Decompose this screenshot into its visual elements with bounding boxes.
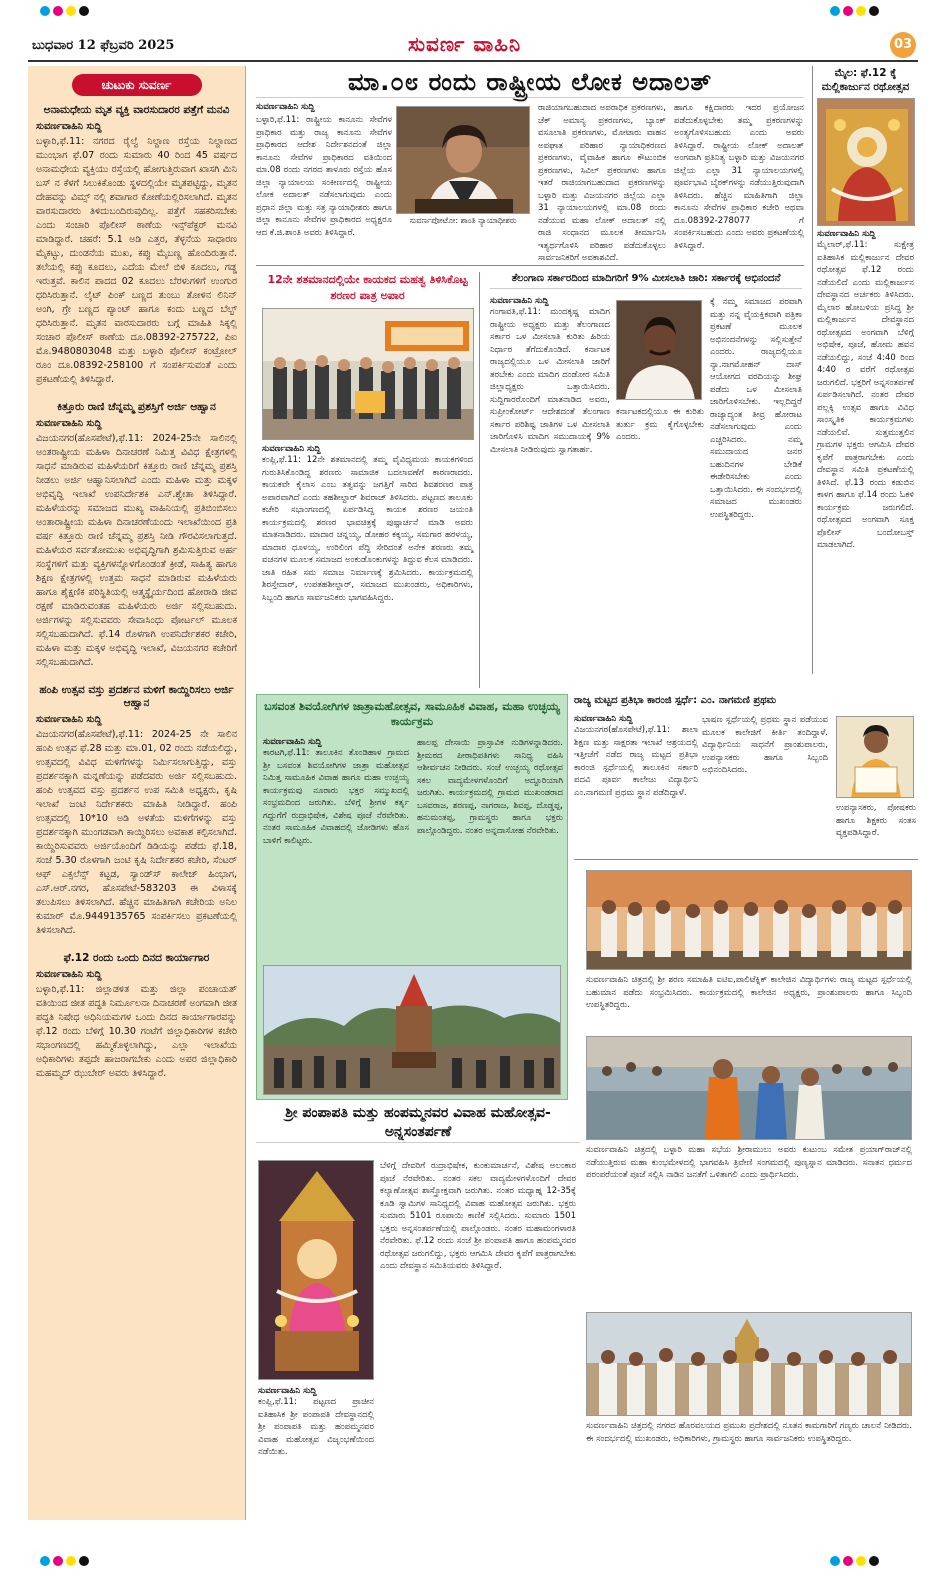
photo-story-awards [586,870,912,1012]
lead-body-3: ಹಾಗೂ ಕಕ್ಷಿದಾರರು ಇದರ ಪ್ರಯೋಜನ ಪಡೆದುಕೊಳ್ಳಬೇಕು ತಮ್ಮ ಪ್ರಕರಣಗಳನ್ನು ಅಂತ್ಯಗೊಳಿಸಬಹುದು ಎಂದು ಅವರು ತಿಳಿಸಿದ್ದಾರೆ. ರಾಷ್ಟ್ರೀಯ ಲೋಕ್ ಅದಾಲತ್ ಅಂಗವಾಗಿ ಪ್ರತಿನಿತ್ಯ ಬಳ್ಳಾರಿ ಮತ್ತು ವಿಜಯನಗರ ಜಿಲ್ಲೆಯ ಎಲ್ಲಾ 31 ನ್ಯಾಯಾಲಯಗಳಲ್ಲಿ ಪೂರ್ವಭಾವಿ ಬೈಠಕ್‌ಗಳನ್ನು ನಡೆಯುತ್ತಿರುವುದಾಗಿ ತಿಳಿಸಿದರು. ಹೆಚ್ಚಿನ ಮಾಹಿತಿಗಾಗಿ ಜಿಲ್ಲಾ ಕಾನೂನು ಸೇವೆಗಳ ಪ್ರಾಧಿಕಾರ ಕಚೇರಿ ಅಥವಾ ದೂ.08392-278077 ಗೆ ಸಂಪರ್ಕಿಸಬಹುದು ಎಂದು ಅವರು ಪ್ರಕಟಣೆಯಲ್ಲಿ ತಿಳಿಸಿದ್ದಾರೆ. [674,103,804,251]
jatra-body-1: ಕಾರಟಗಿ,ಫೆ.11: ತಾಲೂಕಿನ ತೊಂಡಿಹಾಳ ಗ್ರಾಮದ ಶ್ರೀ ಬಸವಂತ ಶಿವಯೋಗಿಗಳ ಜಾತ್ರಾ ಮಹೋತ್ಸವ ನಿಮಿತ್ತ ಸಾಮೂಹಿಕ ವಿವಾಹ ಹಾಗೂ ಮಹಾ ಉಚ್ಛಯ್ಯ ಕಾರ್ಯಕ್ರಮವು ನೂರಾರು ಭಕ್ತರ ಸಮ್ಮುಖದಲ್ಲಿ ಸಂಭ್ರಮದಿಂದ ಜರುಗಿತು. ಬೆಳಿಗ್ಗೆ ಶ್ರೀಗಳ ಕರ್ತೃ ಗದ್ದುಗೆಗೆ ರುದ್ರಾಭಿಷೇಕ, ವಿಶೇಷ ಪೂಜೆ ನೆರವೇರಿತು. ನಂತರ ಸಾಮೂಹಿಕ ವಿವಾಹದಲ್ಲಿ ಜೋಡಿಗಳು ಹೊಸ ಬಾಳಿಗೆ ಕಾಲಿಟ್ಟರು. [263,748,409,846]
kumbh-photo-caption: ಸುವರ್ಣವಾಹಿನಿ ಚಿತ್ರದಲ್ಲಿ ಬಳ್ಳಾರಿ ಮಹಾ ಸಭೆಯ ಶ್ರೀರಾಮುಲು ಅವರು ಕುಟುಂಬ ಸಮೇತ ಪ್ರಯಾಗ್‌ರಾಜ್‌ನಲ್ಲಿ ನಡೆಯುತ್ತಿರುವ ಮಹಾ ಕುಂಭಮೇಳದಲ್ಲಿ ಭಾಗವಹಿಸಿ ತ್ರಿವೇಣಿ ಸಂಗಮದಲ್ಲಿ ಪುಣ್ಯಸ್ನಾನ ಮಾಡಿದರು. ಸನಾತನ ಧರ್ಮದ ಪರಂಪರೆಯಂತೆ ಪೂಜೆ ಸಲ್ಲಿಸಿ ನಾಡಿನ ಜನತೆಗೆ ಒಳಿತಾಗಲಿ ಎಂದು ಪ್ರಾರ್ಥಿಸಿದರು. [586,1145,912,1180]
leader-portrait-photo [616,300,702,400]
reservation-body-2: ಕರ್ನಾಟಕದಲ್ಲಿಯೂ ಈ ಕುರಿತು ತುರ್ತು ಕ್ರಮ ಕೈಗೊಳ್ಳಬೇಕು ಎಂದರು. [616,407,704,442]
chariot-procession-photo [263,965,561,1095]
reservation-body-3: ಕ್ಕೆ ನಮ್ಮ ಸಮಾಜದ ಪರವಾಗಿ ಮತ್ತು ನನ್ನ ವೈಯಕ್ತಿಕವಾಗಿ ಪತ್ರಿಕಾ ಪ್ರಕಟಣೆ ಮೂಲಕ ಅಭಿನಂದನೆಗಳನ್ನು ಸಲ್ಲಿಸುತ್ತೇನೆ ಎಂದರು. ರಾಜ್ಯದಲ್ಲಿಯೂ ನ್ಯಾ.ನಾಗಮೋಹನ್ ದಾಸ್ ಆಯೋಗದ ವರದಿಯನ್ನು ಶೀಘ್ರ ಪಡೆದು ಒಳ ಮೀಸಲಾತಿ ಜಾರಿಗೊಳಿಸಬೇಕು. ಇಲ್ಲದಿದ್ದರೆ ರಾಜ್ಯಾದ್ಯಂತ ತೀವ್ರ ಹೋರಾಟ ನಡೆಸಲಾಗುವುದು ಎಂದು ಎಚ್ಚರಿಸಿದರು. ನಮ್ಮ ಸಮುದಾಯದ ಜನರ ಬಹುದಿನಗಳ ಬೇಡಿಕೆ ಈಡೇರಿಸಬೇಕು ಎಂದು ಒತ್ತಾಯಿಸಿದರು. ಈ ಸಂದರ್ಭದಲ್ಲಿ ಸಮಾಜದ ಮುಖಂಡರು ಉಪಸ್ಥಿತರಿದ್ದರು. [710,297,802,520]
brief-title: ಕಿತ್ತೂರು ರಾಣಿ ಚೆನ್ನಮ್ಮ ಪ್ರಶಸ್ತಿಗೆ ಅರ್ಜಿ ಆಹ್ವಾನ [57,401,216,413]
brief-body: ವಿಜಯನಗರ(ಹೊಸಪೇಟೆ),ಫೆ.11: 2024-25ನೇ ಸಾಲಿನಲ್ಲಿ ಅಂತರಾಷ್ಟ್ರೀಯ ಮಹಿಳಾ ದಿನಾಚರಣೆ ನಿಮಿತ್ತ ವಿವಿಧ ಕ್ಷೇತ್ರಗಳಲ್ಲಿ ಸಾಧನೆ ಮಾಡಿರುವ ಮಹಿಳೆಯರಿಗೆ ಕಿತ್ತೂರು ರಾಣಿ ಚೆನ್ನಮ್ಮ ಪ್ರಶಸ್ತಿ ನೀಡಲು ಅರ್ಜಿ ಆಹ್ವಾನಿಸಲಾಗಿದೆ ಎಂದು ಮಹಿಳಾ ಮತ್ತು ಮಕ್ಕಳ ಅಭಿವೃದ್ಧಿ ಇಲಾಖೆ ಉಪನಿರ್ದೇಶಕಿ ಎನ್.ಶ್ವೇತಾ ತಿಳಿಸಿದ್ದಾರೆ. ಮಹಿಳೆಯರನ್ನು ಸಮಾಜದ ಮುಖ್ಯ ವಾಹಿನಿಯಲ್ಲಿ ಪ್ರತಿಬಿಂಬಿಸಲು ಅಂತಾರಾಷ್ಟ್ರೀಯ ಮಹಿಳಾ ದಿನಾಚರಣೆಯಂದು ಇಲಾಖೆಯಿಂದ ಪ್ರತಿ ವರ್ಷ ಕಿತ್ತೂರು ರಾಣಿ ಚೆನ್ನಮ್ಮ ಪ್ರಶಸ್ತಿ ನೀಡಿ ಗೌರವಿಸಲಾಗುತ್ತದೆ. ಮಹಿಳೆಯರ ಸರ್ವತೋಮುಖ ಅಭಿವೃದ್ಧಿಗಾಗಿ ಶ್ರಮಿಸುತ್ತಿರುವ ಅರ್ಹ ಸಂಸ್ಥೆಗಳಿಗೆ ಮತ್ತು ವ್ಯಕ್ತಿಗಳನ್ನೊಳಗೊಂಡಂತೆ ಕ್ರೀಡೆ, ಸಾಹಿತ್ಯ ಹಾಗೂ ಶಿಕ್ಷಣ ಕ್ಷೇತ್ರಗಳಲ್ಲಿ ಉತ್ತಮ ಸಾಧನೆ ಮಾಡಿರುವ ಮಹಿಳೆಯರು ಹಾಗೂ ಶೈಕ್ಷಣಿಕ ಪರಿಸ್ಥಿತಿಯಲ್ಲಿ ಆತ್ಮಸ್ಥೈರ್ಯದಿಂದ ಹೋರಾಡಿ ಜೀವ ರಕ್ಷಣೆ ಮಾಡಿರುವಂತಹ ಮಹಿಳೆಯರು ಅರ್ಜಿ ಸಲ್ಲಿಸಬಹುದು. ಅರ್ಜಿಗಳನ್ನು ಸಲ್ಲಿಸುವವರು ಸೇವಾಸಿಂಧು ಪೋರ್ಟಲ್ ಮೂಲಕ ಸಲ್ಲಿಸಬಹುದಾಗಿದೆ. ಫೆ.14 ರೊಳಗಾಗಿ ಉಪನಿರ್ದೇಶಕರ ಕಚೇರಿ, ಮಹಿಳಾ ಮತ್ತು ಮಕ್ಕಳ ಅಭಿವೃದ್ಧಿ ಇಲಾಖೆ, ವಿಜಯನಗರ ಕಚೇರಿಗೆ ಸಲ್ಲಿಸಬಹುದಾಗಿದೆ. [36,433,237,668]
brief-dateline: ಸುವರ್ಣವಾಹಿನಿ ಸುದ್ದಿ [36,714,102,725]
inauguration-photo [586,1312,912,1416]
sharana-story [256,272,480,688]
brief-title: ಫೆ.12 ರಂದು ಒಂದು ದಿನದ ಕಾರ್ಯಾಗಾರ [63,952,210,964]
lead-body-2: ರಾಜಿಯಾಗಬಹುದಾದ ಅಪರಾಧಿಕ ಪ್ರಕರಣಗಳು, ಚೆಕ್ ಅಮಾನ್ಯ ಪ್ರಕರಣಗಳು, ಬ್ಯಾಂಕ್ ವಸೂಲಾತಿ ಪ್ರಕರಣಗಳು, ಮೋಟಾರು ವಾಹನ ಅಪಘಾತ ಪರಿಹಾರ ನ್ಯಾಯಾಧಿಕರಣದ ಪ್ರಕರಣಗಳು, ವೈವಾಹಿಕ ಹಾಗೂ ಕೌಟುಂಬಿಕ ಪ್ರಕರಣಗಳು, ಸಿವಿಲ್ ಪ್ರಕರಣಗಳು ಹಾಗೂ ಇತರೆ ರಾಜಿಯಾಗಬಹುದಾದ ಪ್ರಕರಣಗಳನ್ನು ಬಳ್ಳಾರಿ ಮತ್ತು ವಿಜಯನಗರ ಜಿಲ್ಲೆಯ ಎಲ್ಲಾ 31 ನ್ಯಾಯಾಲಯಗಳಲ್ಲಿ ಮಾ.08 ರಂದು ನಡೆಯುವ ಮಹಾ ಲೋಕ್ ಅದಾಲತ್ ನಲ್ಲಿ ರಾಜಿ ಸಂಧಾನದ ಮೂಲಕ ತೀರ್ಮಾನಿಸಿ ಇತ್ಯರ್ಥಗೊಳಿಸಿ ಪರಿಹಾರ ಪಡೆದುಕೊಳ್ಳಲು ಸಾರ್ವಜನಿಕರಿಗೆ ಅವಕಾಶವಿದೆ. [538,103,666,263]
newspaper-brand: ಸುವರ್ಣ ವಾಹಿನಿ [408,32,522,56]
registration-marks-bottom-right [830,1556,910,1566]
page-number-badge: 03 [890,32,916,58]
brief-dateline: ಸುವರ್ಣವಾಹಿನಿ ಸುದ್ದಿ [36,418,102,429]
jatra-column-2 [417,737,563,837]
pampapati-dateline: ಸುವರ್ಣವಾಹಿನಿ ಸುದ್ದಿ [258,1386,317,1396]
pampapati-headline: ಶ್ರೀ ಪಂಪಾಪತಿ ಮತ್ತು ಹಂಪಮ್ಮನವರ ವಿವಾಹ ಮಹೋತ್ಸವ- ಅನ್ನಸಂತರ್ಪಣೆ [256,1104,580,1143]
jatra-body-2: ಹಾಲಪ್ಪ ದೇಸಾಯಿ ಪ್ರಾಸ್ತಾವಿಕ ನುಡಿಗಳನ್ನಾಡಿದರು. ಶ್ರೀಮಠದ ಪೀಠಾಧಿಪತಿಗಳು ಸಾನಿಧ್ಯ ವಹಿಸಿ ಆಶೀರ್ವಚನ ನೀಡಿದರು. ಸಂಜೆ ಉಚ್ಛಯ್ಯ ರಥೋತ್ಸವ ಸಕಲ ವಾದ್ಯಮೇಳಗಳೊಂದಿಗೆ ಅದ್ದೂರಿಯಾಗಿ ಜರುಗಿತು. ಕಾರ್ಯಕ್ರಮದಲ್ಲಿ ಗ್ರಾಮದ ಮುಖಂಡರಾದ ಬಸವರಾಜ, ಶರಣಪ್ಪ, ನಾಗರಾಜ, ಶಿವಪ್ಪ, ದೊಡ್ಡಪ್ಪ, ಹನುಮಂತಪ್ಪ, ಗ್ರಾಮಸ್ಥರು ಹಾಗೂ ಭಕ್ತರು ಪಾಲ್ಗೊಂಡಿದ್ದರು. ನಂತರ ಅನ್ನದಾಸೋಹ ನೆರವೇರಿತು. [417,738,563,836]
lead-dateline: ಸುವರ್ಣವಾಹಿನಿ ಸುದ್ದಿ [256,102,315,112]
pratibha-column-3 [836,802,916,840]
brief-body: ಬಳ್ಳಾರಿ,ಫೆ.11: ಜಿಲ್ಲಾಡಳಿತ ಮತ್ತು ಜಿಲ್ಲಾ ಪಂಚಾಯತ್ ವತಿಯಿಂದ ಜೀತ ಪದ್ಧತಿ ನಿರ್ಮೂಲನಾ ದಿನಾಚರಣೆ ಅಂಗವಾಗಿ ಜೀತ ಪದ್ಧತಿ ನಿಷೇಧ ಅಧಿನಿಯಮಗಳ ಒಂದು ದಿನದ ಕಾರ್ಯಾಗಾರವನ್ನು ಫೆ.12 ರಂದು ಬೆಳಿಗ್ಗೆ 10.30 ಗಂಟೆಗೆ ಜಿಲ್ಲಾಧಿಕಾರಿಗಳ ಕಚೇರಿ ಸಭಾಂಗಣದಲ್ಲಿ ಹಮ್ಮಿಕೊಳ್ಳಲಾಗಿದ್ದು, ಎಲ್ಲಾ ಇಲಾಖೆಯ ಅಧಿಕಾರಿಗಳು ತಪ್ಪದೇ ಹಾಜರಾಗಬೇಕು ಎಂದು ಅಪರ ಜಿಲ್ಲಾಧಿಕಾರಿ ಮಹಮ್ಮದ್ ಝುಬೇರ್ ಅವರು ತಿಳಿಸಿದ್ದಾರೆ. [36,984,237,1079]
pratibha-column-1 [574,714,698,799]
lead-body-1: ಬಳ್ಳಾರಿ,ಫೆ.11: ರಾಷ್ಟ್ರೀಯ ಕಾನೂನು ಸೇವೆಗಳ ಪ್ರಾಧಿಕಾರ ಮತ್ತು ರಾಜ್ಯ ಕಾನೂನು ಸೇವೆಗಳ ಪ್ರಾಧಿಕಾರದ ಆದೇಶ ನಿರ್ದೇಶನದಂತೆ ಜಿಲ್ಲಾ ಕಾನೂನು ಸೇವೆಗಳ ಪ್ರಾಧಿಕಾರದ ವತಿಯಿಂದ ಮಾ.08 ರಂದು ನಗರದ ತಾಳೂರು ರಸ್ತೆಯ ಹೊಸ ಜಿಲ್ಲಾ ನ್ಯಾಯಾಲಯ ಸಂಕೀರ್ಣದಲ್ಲಿ ರಾಷ್ಟ್ರೀಯ ಲೋಕ ಅದಾಲತ್ ನಡೆಸಲಾಗುವುದು ಎಂದು ಪ್ರಧಾನ ಜಿಲ್ಲಾ ಮತ್ತು ಸತ್ರ ನ್ಯಾಯಾಧೀಶರು ಹಾಗೂ ಜಿಲ್ಲಾ ಕಾನೂನು ಸೇವೆಗಳ ಪ್ರಾಧಿಕಾರದ ಅಧ್ಯಕ್ಷರೂ ಆದ ಕೆ.ಜಿ.ಶಾಂತಿ ಅವರು ತಿಳಿಸಿದ್ದಾರೆ. [256,115,392,238]
sharana-dateline: ಸುವರ್ಣವಾಹಿನಿ ಸುದ್ದಿ [262,444,321,454]
pratibha-column-2 [702,714,828,777]
brief-item [36,401,237,670]
pampapati-body-1: ಕಂಪ್ಲಿ,ಫೆ.11: ಪಟ್ಟಣದ ಪ್ರಾಚೀನ ಐತಿಹಾಸಿಕ ಶ್ರೀ ಪಂಪಾಪತಿ ದೇವಸ್ಥಾನದಲ್ಲಿ ಶ್ರೀ ಪಂಪಾಪತಿ ಮತ್ತು ಹಂಪಮ್ಮನವರ ವಿವಾಹ ಮಹೋತ್ಸವ ವಿಜೃಂಭಣೆಯಿಂದ ನಡೆಯಿತು. [258,1397,374,1457]
pratibha-story [574,694,918,860]
pratibha-headline: ರಾಜ್ಯ ಮಟ್ಟದ ಪ್ರತಿಭಾ ಕಾರಂಜಿ ಸ್ಪರ್ಧೆ: ಎಂ. ನಾಗಮಣಿ ಪ್ರಥಮ [574,695,777,706]
jatra-dateline: ಸುವರ್ಣವಾಹಿನಿ ಸುದ್ದಿ [263,737,322,747]
pratibha-body-1: ವಿಜಯನಗರ(ಹೊಸಪೇಟೆ),ಫೆ.11: ಶಾಲಾ ಶಿಕ್ಷಣ ಮತ್ತು ಸಾಕ್ಷರತಾ ಇಲಾಖೆ ಆಶ್ರಯದಲ್ಲಿ ಇತ್ತೀಚೆಗೆ ನಡೆದ ರಾಜ್ಯ ಮಟ್ಟದ ಪ್ರತಿಭಾ ಕಾರಂಜಿ ಸ್ಪರ್ಧೆಯಲ್ಲಿ ತಾಲೂಕಿನ ಸರ್ಕಾರಿ ಪದವಿ ಪೂರ್ವ ಕಾಲೇಜು ವಿದ್ಯಾರ್ಥಿನಿ ಎಂ.ನಾಗಮಣಿ ಪ್ರಥಮ ಸ್ಥಾನ ಪಡೆದಿದ್ದಾಳೆ. [574,725,698,798]
brief-dateline: ಸುವರ್ಣವಾಹಿನಿ ಸುದ್ದಿ [36,969,102,980]
judge-portrait-photo [396,106,530,214]
reservation-column-1 [490,296,610,456]
pratibha-dateline: ಸುವರ್ಣವಾಹಿನಿ ಸುದ್ದಿ [574,714,633,724]
rathotsava-dateline: ಸುವರ್ಣವಾಹಿನಿ ಸುದ್ದಿ [817,229,876,239]
pampapati-story [256,1104,580,1524]
jatra-column-1 [263,737,409,847]
masthead [28,30,918,62]
reservation-body-1: ಗಂಗಾವತಿ,ಫೆ.11: ಮಂದಕೃಷ್ಣ ಮಾದಿಗ ರಾಷ್ಟ್ರೀಯ ಅಧ್ಯಕ್ಷರು ಮತ್ತು ತೆಲಂಗಾಣದ ಸರ್ಕಾರ ಒಳ ಮೀಸಲಾತಿ ಕುರಿತು ಹಿರಿಯ ನಿರ್ಧಾರ ತೆಗೆದುಕೊಂಡಿದೆ. ಕರ್ನಾಟಕ ರಾಜ್ಯದಲ್ಲಿಯೂ ಒಳ ಮೀಸಲಾತಿ ಜಾರಿಗೆ ತರಬೇಕು ಎಂದು ಮಾದಿಗ ದಂಡೋರ ಸಮಿತಿ ಜಿಲ್ಲಾಧ್ಯಕ್ಷರು ಒತ್ತಾಯಿಸಿದರು. ಸುದ್ದಿಗಾರರೊಂದಿಗೆ ಮಾತನಾಡಿದ ಅವರು, ಸುಪ್ರೀಂಕೋರ್ಟ್ ಆದೇಶದಂತೆ ತೆಲಂಗಾಣ ಸರ್ಕಾರ ಪರಿಶಿಷ್ಟ ಜಾತಿಗಳ ಒಳ ಮೀಸಲಾತಿ ಜಾರಿಗೊಳಿಸಿ ಮಾದಿಗ ಸಮುದಾಯಕ್ಕೆ 9% ಮೀಸಲಾತಿ ನೀಡಿರುವುದು ಸ್ವಾಗತಾರ್ಹ. [490,307,610,455]
lead-column-2 [538,102,666,265]
inauguration-photo-caption: ಸುವರ್ಣವಾಹಿನಿ ಚಿತ್ರದಲ್ಲಿ ನಗರದ ಹೊರವಲಯದ ಪ್ರಮುಖ ಪ್ರದೇಶದಲ್ಲಿ ನೂತನ ಕಾಮಗಾರಿಗೆ ಗಣ್ಯರು ಚಾಲನೆ ನೀಡಿದರು. ಈ ಸಂದರ್ಭದಲ್ಲಿ ಮುಖಂಡರು, ಅಧಿಕಾರಿಗಳು, ಗ್ರಾಮಸ್ಥರು ಹಾಗೂ ಸಾರ್ವಜನಿಕರು ಉಪಸ್ಥಿತರಿದ್ದರು. [586,1421,912,1444]
brief-item [36,104,237,387]
deity-idol-photo [817,98,915,226]
sharana-body: ಕಂಪ್ಲಿ,ಫೆ.11: 12ನೇ ಶತಮಾನದಲ್ಲಿ ತಮ್ಮ ವೈವಿಧ್ಯಮಯ ಕಾಯಕಗಳಿಂದ ಗುರುತಿಸಿಕೊಂಡಿದ್ದ ಶರಣರು ಸಾಮಾಜಿಕ ಬದಲಾವಣೆಗೆ ಕಾರಣರಾದರು. ಕಾಯಕವೇ ಕೈಲಾಸ ಎಂಬ ತತ್ವವನ್ನು ಜಗತ್ತಿಗೆ ಸಾರಿದ ಶಿವಶರಣರ ಪಾತ್ರ ಅಪಾರವಾಗಿದೆ ಎಂದು ತಹಶೀಲ್ದಾರ್ ಶಿವರಾಜ್ ತಿಳಿಸಿದರು. ಪಟ್ಟಣದ ತಾಲೂಕು ಕಚೇರಿ ಸಭಾಂಗಣದಲ್ಲಿ ಏರ್ಪಡಿಸಿದ್ದ ಕಾಯಕ ಶರಣರ ಜಯಂತಿ ಕಾರ್ಯಕ್ರಮದಲ್ಲಿ ಶರಣರ ಭಾವಚಿತ್ರಕ್ಕೆ ಪುಷ್ಪಾರ್ಚನೆ ಮಾಡಿ ಅವರು ಮಾತನಾಡಿದರು. ಮಾದಾರ ಚನ್ನಯ್ಯ, ಡೋಹರ ಕಕ್ಕಯ್ಯ, ಸಮಗಾರ ಹರಳಯ್ಯ, ಮಾದಾರ ಧೂಳಯ್ಯ, ಉರಿಲಿಂಗ ಪೆದ್ದಿ ಸೇರಿದಂತೆ ಅನೇಕ ಶರಣರು ತಮ್ಮ ವಚನಗಳ ಮೂಲಕ ಸಮಾಜದ ಅಂಕುಡೊಂಕುಗಳನ್ನು ತಿದ್ದುವ ಕೆಲಸ ಮಾಡಿದರು. ಜಾತಿ ರಹಿತ ಸಮ ಸಮಾಜ ನಿರ್ಮಾಣಕ್ಕೆ ಶ್ರಮಿಸಿದರು. ಕಾರ್ಯಕ್ರಮದಲ್ಲಿ ಶಿರಸ್ತೇದಾರ್, ಉಪತಹಶೀಲ್ದಾರ್, ಸಮಾಜದ ಮುಖಂಡರು, ಅಧಿಕಾರಿಗಳು, ಸಿಬ್ಬಂದಿ ಹಾಗೂ ಸಾರ್ವಜನಿಕರು ಭಾಗವಹಿಸಿದ್ದರು. [262,455,473,603]
briefs-column [28,66,246,1520]
pampapati-column-1 [258,1386,374,1459]
reservation-story [486,272,806,688]
lead-headline: ಮಾ.೦೮ ರಂದು ರಾಷ್ಟ್ರೀಯ ಲೋಕ ಅದಾಲತ್ [256,66,804,98]
pampapati-deity-photo [258,1160,374,1380]
brief-title: ಅನಾಮಧೇಯ ಮೃತ ವ್ಯಕ್ತಿ ವಾರಸುದಾರರ ಪತ್ತೆಗೆ ಮನವಿ [43,104,230,116]
edition-date: ಬುಧವಾರ 12 ಫೆಬ್ರವರಿ 2025 [32,38,175,53]
brief-dateline: ಸುವರ್ಣವಾಹಿನಿ ಸುದ್ದಿ [36,121,102,132]
award-photo-caption: ಸುವರ್ಣವಾಹಿನಿ ಚಿತ್ರದಲ್ಲಿ ಶ್ರೀ ಶರಣ ಸಮಾಹಿತಿ ಐಟಿಐ,ಪಾಲಿಟೆಕ್ನಿಕ್ ಕಾಲೇಜಿನ ವಿದ್ಯಾರ್ಥಿಗಳು ರಾಜ್ಯ ಮಟ್ಟದ ಸ್ಪರ್ಧೆಯಲ್ಲಿ ಬಹುಮಾನ ಪಡೆದು ಸಂಭ್ರಮಿಸಿದರು. ಕಾರ್ಯಕ್ರಮದಲ್ಲಿ ಕಾಲೇಜಿನ ಅಧ್ಯಕ್ಷರು, ಪ್ರಾಂಶುಪಾಲರು ಹಾಗೂ ಸಿಬ್ಬಂದಿ ಉಪಸ್ಥಿತರಿದ್ದರು. [586,975,912,1010]
sharana-event-photo [262,308,474,440]
registration-marks-top-right [830,6,910,16]
lead-story [256,66,804,266]
reservation-column-2 [616,406,704,444]
reservation-headline: ತೆಲಂಗಾಣ ಸರ್ಕಾರದಿಂದ ಮಾದಿಗರಿಗೆ 9% ಮೀಸಲಾತಿ ಜಾರಿ: ಸರ್ಕಾರಕ್ಕೆ ಅಭಿನಂದನೆ [490,272,802,289]
lead-column-3 [674,102,804,252]
brief-item [36,684,237,938]
pampapati-column-2 [380,1160,576,1273]
registration-marks-top-left [40,6,120,16]
rathotsava-story [812,66,918,674]
lead-column-1 [256,102,392,239]
brief-title: ಹಂಪಿ ಉತ್ಸವ ವಸ್ತು ಪ್ರದರ್ಶನ ಮಳಿಗೆ ಕಾಯ್ದಿರಿಸಲು ಅರ್ಜಿ ಆಹ್ವಾನ [39,684,234,709]
pampapati-body-2: ಬೆಳಿಗ್ಗೆ ದೇವರಿಗೆ ರುದ್ರಾಭಿಷೇಕ, ಕುಂಕುಮಾರ್ಚನೆ, ವಿಶೇಷ ಅಲಂಕಾರ ಪೂಜೆ ನೆರವೇರಿತು. ನಂತರ ಸಕಲ ವಾದ್ಯಮೇಳಗಳೊಂದಿಗೆ ದೇವರ ಕಲ್ಯಾಣೋತ್ಸವ ಶಾಸ್ತ್ರೋಕ್ತವಾಗಿ ಜರುಗಿತು. ನಂತರ ಮಧ್ಯಾಹ್ನ 12-35ಕ್ಕೆ ಕೂಡಿ ಸ್ವಾಮಿಗಳ ಸಾನಿಧ್ಯದಲ್ಲಿ ವಿವಾಹ ಮಹೋತ್ಸವ ಜರುಗಿತು. ಭಕ್ತರು ಸುಮಾರು 5101 ರೂಪಾಯಿ ಕಾಣಿಕೆ ಸಲ್ಲಿಸಿದರು. ಸುಮಾರು 1501 ಭಕ್ತರು ಅನ್ನಸಂತರ್ಪಣೆಯಲ್ಲಿ ಪಾಲ್ಗೊಂಡರು. ನಂತರ ಮಹಾಮಂಗಳಾರತಿ ನೆರವೇರಿತು. ಫೆ.12 ರಂದು ಸಂಜೆ ಶ್ರೀ ಪಂಪಾಪತಿ ಹಾಗೂ ಹಂಪಮ್ಮನವರ ರಥೋತ್ಸವ ಜರುಗಲಿದ್ದು, ಭಕ್ತರು ಆಗಮಿಸಿ ದೇವರ ಕೃಪೆಗೆ ಪಾತ್ರರಾಗಬೇಕು ಎಂದು ದೇವಸ್ಥಾನ ಸಮಿತಿಯವರು ತಿಳಿಸಿದ್ದಾರೆ. [380,1161,576,1271]
sharana-headline: 12ನೇ ಶತಮಾನದಲ್ಲಿಯೇ ಕಾಯಕದ ಮಹತ್ವ ತಿಳಿಸಿಕೊಟ್ಟ ಶರಣರ ಪಾತ್ರ ಅಪಾರ [267,273,468,302]
registration-marks-bottom-left [40,1556,120,1566]
rathotsava-body: ಮೈಲಾರ್,ಫೆ.11: ಸುಕ್ಷೇತ್ರ ಐತಿಹಾಸಿಕ ಮಲ್ಲಿಕಾರ್ಜುನ ದೇವರ ರಥೋತ್ಸವ ಫೆ.12 ರಂದು ನಡೆಯಲಿದೆ ಎಂದು ಮಲ್ಲಿಕಾರ್ಜುನ ದೇವಸ್ಥಾನದ ಅರ್ಚಕರು ತಿಳಿಸಿದರು. ಮೈಲಾರ ಹೋಬಳಿಯ ಪ್ರಸಿದ್ಧ ಶ್ರೀ ಮಲ್ಲಿಕಾರ್ಜುನ ದೇವಸ್ಥಾನದ ರಥೋತ್ಸವದ ಅಂಗವಾಗಿ ಬೆಳಿಗ್ಗೆ ಅಭಿಷೇಕ, ಪೂಜೆ, ಹೋಮ ಹವನ ನಡೆಯಲಿದ್ದು, ಸಂಜೆ 4:40 ರಿಂದ 4:40 ರ ವರೆಗೆ ರಥೋತ್ಸವ ಜರುಗಲಿದೆ. ಭಕ್ತರಿಗೆ ಅನ್ನಸಂತರ್ಪಣೆ ಏರ್ಪಡಿಸಲಾಗಿದೆ. ನಂತರ ದೇವರ ಪಲ್ಲಕ್ಕಿ ಉತ್ಸವ ಹಾಗೂ ವಿವಿಧ ಸಾಂಸ್ಕೃತಿಕ ಕಾರ್ಯಕ್ರಮಗಳು ನಡೆಯಲಿವೆ. ಸುತ್ತಮುತ್ತಲಿನ ಗ್ರಾಮಗಳ ಭಕ್ತರು ಆಗಮಿಸಿ ದೇವರ ಕೃಪೆಗೆ ಪಾತ್ರರಾಗಬೇಕು ಎಂದು ದೇವಸ್ಥಾನ ಸಮಿತಿ ಪ್ರಕಟಣೆಯಲ್ಲಿ ತಿಳಿಸಿದೆ. ಫೆ.13 ರಂದು ಕಡುಬಿನ ಕಾಳಗ ಹಾಗೂ ಫೆ.14 ರಂದು ಓಕಳಿ ಕಾರ್ಯಕ್ರಮ ಜರುಗಲಿದೆ. ರಥೋತ್ಸವದ ಅಂಗವಾಗಿ ಸೂಕ್ತ ಪೊಲೀಸ್ ಬಂದೋಬಸ್ತ್ ಮಾಡಲಾಗಿದೆ. [817,240,914,550]
pratibha-body-3: ಉಪನ್ಯಾಸಕರು, ಪೋಷಕರು ಹಾಗೂ ಶಿಕ್ಷಕರು ಸಂತಸ ವ್ಯಕ್ತಪಡಿಸಿದ್ದಾರೆ. [836,803,916,838]
jatra-headline: ಬಸವಂತ ಶಿವಯೋಗಿಗಳ ಜಾತ್ರಾಮಹೋತ್ಸವ, ಸಾಮೂಹಿಕ ವಿವಾಹ, ಮಹಾ ಉಚ್ಛಯ್ಯ ಕಾರ್ಯಕ್ರಮ [264,700,560,728]
brief-body: ಬಳ್ಳಾರಿ,ಫೆ.11: ನಗರದ ರೈಲ್ವೆ ನಿಲ್ದಾಣ ರಸ್ತೆಯ ನಿಲ್ದಾಣದ ಮುಂಭಾಗ ಫೆ.07 ರಂದು ಸುಮಾರು 40 ರಿಂದ 45 ವರ್ಷದ ಅನಾಮಧೇಯ ವ್ಯಕ್ತಿಯು ರಸ್ತೆಯಲ್ಲಿ ಹೋಗುತ್ತಿರುವಾಗ ಖಾಸಗಿ ಮಿನಿ ಬಸ್ ನ ಕೆಳಗೆ ಸಿಲುಕಿಕೊಂಡು ಸ್ಥಳದಲ್ಲಿಯೇ ಮೃತಪಟ್ಟಿದ್ದು, ಮೃತನ ದೇಹವನ್ನು ವಿಮ್ಸ್ ನಲ್ಲಿ ಶವಾಗಾರ ಕೋಣೆಯಲ್ಲಿರಿಸಲಾಗಿದೆ. ಮೃತನ ವಾರಸುದಾರರು ತಿಳಿದುಬಂದಿರುವುದಿಲ್ಲ. ಪತ್ತೆಗೆ ಸಹಕರಿಸಬೇಕು ಎಂದು ಸಂಚಾರಿ ಪೊಲೀಸ್ ಠಾಣೆಯ ಇನ್ಸ್‌ಪೆಕ್ಟರ್ ಮನವಿ ಮಾಡಿದ್ದಾರೆ. ಚಹರೆ: 5.1 ಅಡಿ ಎತ್ತರ, ತೆಳ್ಳನೆಯ ಸಾಧಾರಣ ಮೈಕಟ್ಟು, ದುಂಡನೆಯ ಮುಖ, ಕಪ್ಪು ಮೈಬಣ್ಣ ಹೊಂದಿರುತ್ತಾನೆ. ತಲೆಯಲ್ಲಿ ಕಪ್ಪು ಕೂದಲು, ಎದೆಯ ಮೇಲೆ ಬಿಳಿ ಕೂದಲು, ಗಡ್ಡ ಇರುತ್ತವೆ. ಕಾಲಿನ ಪಾದದ 02 ಕೂದಲು ಬೆರಳುಗಳಿಗೆ ಉಂಗುರ ಧರಿಸಿರುತ್ತಾನೆ. ಲೈಟ್ ಪಿಂಕ್ ಬಣ್ಣದ ತುಂಬು ತೋಳಿನ ಲಿನಿನ್ ಅಂಗಿ, ಗ್ರೇ ಬಣ್ಣದ ಪ್ಯಾಂಟ್ ಹಾಗೂ ಕಂದು ಬಣ್ಣದ ಬೆಲ್ಟ್ ಧರಿಸಿರುತ್ತಾನೆ. ಮೃತನ ವಾರಸುದಾರರು ಬಗ್ಗೆ ಮಾಹಿತಿ ಸಿಕ್ಕಲ್ಲಿ ಸಂಚಾರ ಪೊಲೀಸ್ ಠಾಣೆಯ ದೂ.08392-275722, ಪಿಐ ಮೊ.9480803048 ಮತ್ತು ಬಳ್ಳಾರಿ ಪೊಲೀಸ್ ಕಂಟ್ರೋಲ್ ರೂಂ ದೂ.08392-258100 ಗೆ ಸಂಪರ್ಕಿಸುವಂತೆ ಎಂದು ಪ್ರಕಟಣೆಯಲ್ಲಿ ತಿಳಿಸಿದ್ದಾರೆ. [36,136,237,385]
reservation-dateline: ಸುವರ್ಣವಾಹಿನಿ ಸುದ್ದಿ [490,296,549,306]
brief-item [36,952,237,1081]
kumbh-bath-photo [586,1036,912,1140]
photo-story-kumbh [586,1036,912,1182]
award-group-photo [586,870,912,970]
briefs-banner: ಚುಟುಕು ಸುವರ್ಣ [72,74,202,96]
reservation-column-3 [710,296,802,521]
rathotsava-headline: ಮೈಲ: ಫೆ.12 ಕ್ಕೆ ಮಲ್ಲಿಕಾರ್ಜುನ ರಥೋತ್ಸವ [821,67,910,93]
photo-story-inauguration [586,1312,912,1445]
brief-body: ವಿಜಯನಗರ(ಹೊಸಪೇಟೆ),ಫೆ.11: 2024-25 ನೇ ಸಾಲಿನ ಹಂಪಿ ಉತ್ಸವ ಫೆ.28 ಮತ್ತು ಮಾ.01, 02 ರಂದು ನಡೆಯಲಿದ್ದು, ಉತ್ಸವದಲ್ಲಿ ವಿವಿಧ ಮಳಿಗೆಗಳನ್ನು ನಿರ್ಮಿಸಲಾಗುತ್ತಿದ್ದು, ವಸ್ತು ಪ್ರದರ್ಶನಕ್ಕಾಗಿ ಮನ್ನಣೆಯನ್ನು ಪಡೆದವರು ಅರ್ಜಿ ಸಲ್ಲಿಸಬಹುದು. ಹಂಪಿ ಉತ್ಸವದ ವಸ್ತು ಪ್ರದರ್ಶನ ಉಪ ಸಮಿತಿ ಅಧ್ಯಕ್ಷರು, ಕೃಷಿ ಇಲಾಖೆ ಜಂಟಿ ನಿರ್ದೇಶಕರು ಮಾಹಿತಿ ನೀಡಿದ್ದಾರೆ. ಹಂಪಿ ಉತ್ಸವದಲ್ಲಿ 10*10 ಅಡಿ ಅಳತೆಯ ಮಳಿಗೆಗಳನ್ನು ವಸ್ತು ಪ್ರದರ್ಶನಕ್ಕಾಗಿ ಮುಂಗಡವಾಗಿ ಕಾಯ್ದಿರಿಸಲು ಅವಕಾಶ ಕಲ್ಪಿಸಲಾಗಿದೆ. ಕಾಯ್ದಿರಿಸುವವರು ಅರ್ಜಿಯೊಂದಿಗೆ ಡಿಡಿಯನ್ನು ಪಡೆದು ಫೆ.18, ಸಂಜೆ 5.30 ರೊಳಗಾಗಿ ಜಂಟಿ ಕೃಷಿ ನಿರ್ದೇಶಕರ ಕಚೇರಿ, ಸೆಂಟರ್ ಆಫ್ ಎಕ್ಸಲೆನ್ಸ್ ಕಟ್ಟಡ, ಸ್ಯಾಂಡ್‌ಸ್ ಕಾಲೇಜ್ ಹಿಂಭಾಗ, ಎಸ್.ಆರ್.ನಗರ, ಹೊಸಪೇಟೆ-583203 ಈ ವಿಳಾಸಕ್ಕೆ ತಲುಪಿಸಲು ತಿಳಿಸಲಾಗಿದೆ. ಹೆಚ್ಚಿನ ಮಾಹಿತಿಗಾಗಿ ಕಚೇರಿಯ ಅನಿಲ ಕುಮಾರ್ ಮೊ.9449135765 ಸಂಪರ್ಕಿಸಲು ಪ್ರಕಟಣೆಯಲ್ಲಿ ತಿಳಿಸಲಾಗಿದೆ. [36,729,237,936]
student-certificate-photo [836,716,914,798]
jatra-story [256,694,568,1100]
lead-photo-caption: ಸುವರ್ಣಪೋಟೋ: ಶಾಂತಿ ನ್ಯಾಯಾಧೀಶರು [409,216,517,225]
pratibha-body-2: ಭಾಷಣ ಸ್ಪರ್ಧೆಯಲ್ಲಿ ಪ್ರಥಮ ಸ್ಥಾನ ಪಡೆಯುವ ಮೂಲಕ ಕಾಲೇಜಿಗೆ ಕೀರ್ತಿ ತಂದಿದ್ದಾಳೆ. ವಿದ್ಯಾರ್ಥಿನಿಯ ಸಾಧನೆಗೆ ಪ್ರಾಂಶುಪಾಲರು, ಉಪನ್ಯಾಸಕರು ಹಾಗೂ ಸಿಬ್ಬಂದಿ ಅಭಿನಂದಿಸಿದರು. [702,715,828,775]
